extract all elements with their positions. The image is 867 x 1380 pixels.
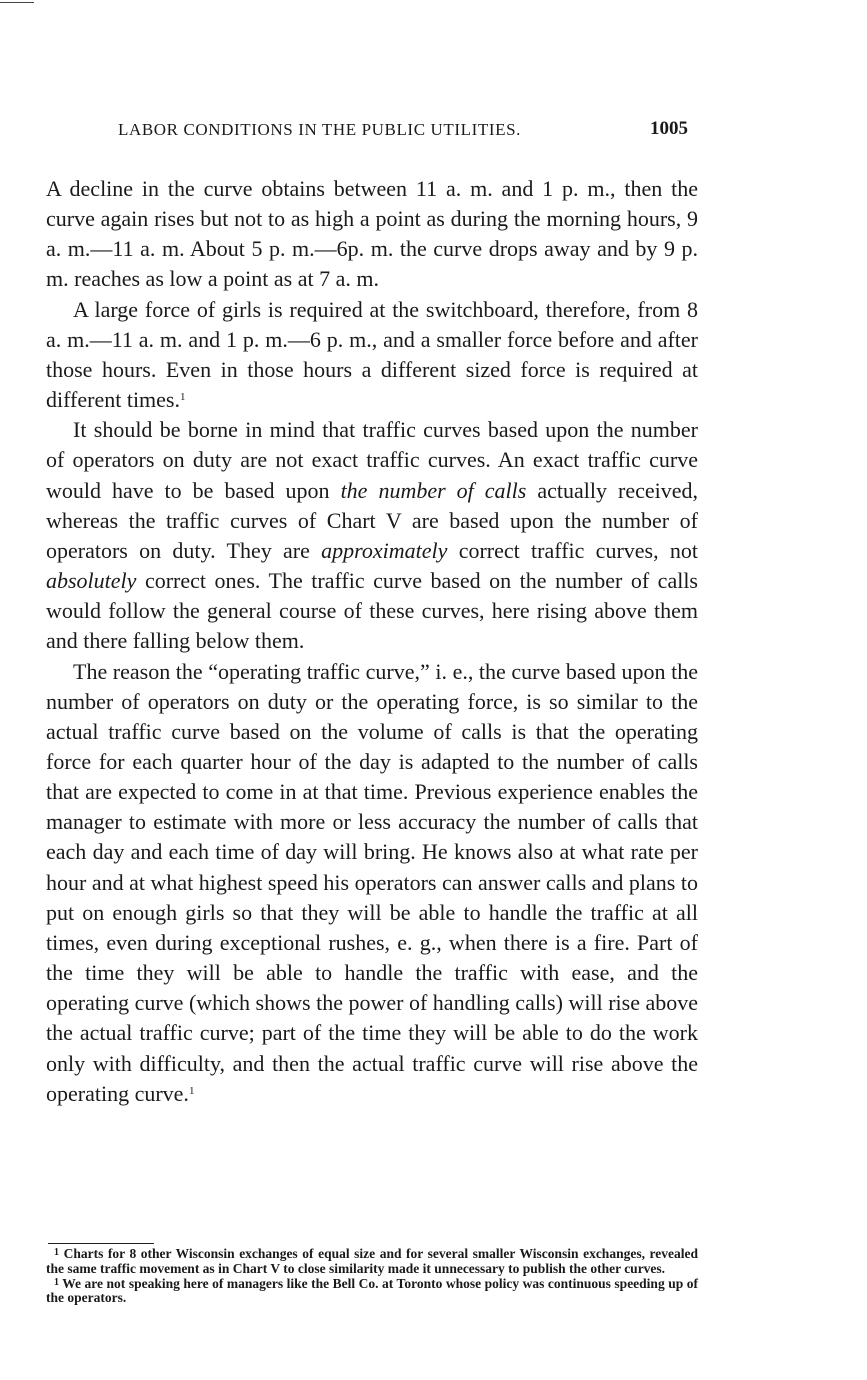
footnote-1-text: Charts for 8 other Wisconsin exchanges of equal size and for several smaller Wisconsin exchanges, revealed the same traffic movement as in Chart V to close similarity made it unnecessary to publish the other curves. bbox=[46, 1246, 698, 1276]
footnote-2 bbox=[46, 1277, 698, 1307]
corner-rule bbox=[0, 2, 34, 3]
paragraph-3 bbox=[46, 415, 698, 656]
paragraph-3-italic-c: absolutely bbox=[46, 568, 137, 594]
paragraph-3-text-c: correct traffic curves, not bbox=[447, 537, 698, 563]
paragraph-1 bbox=[46, 174, 698, 295]
paragraph-4-text: The reason the “operating traffic curve,” i. e., the curve based upon the number of operators on duty or the operating force, is so similar to the actual traffic curve based on the volume of calls is that the operating force for each quarter hour of the day is adapted to the number of calls that are expected to come in at that time. Previous experience enables the manager to estimate with more or less accuracy the number of calls that each day and each time of day will bring. He knows also at what rate per hour and at what highest speed his operators can answer calls and plans to put on enough girls so that they will be able to handle the traffic at all times, even during exceptional rushes, e. g., when there is a fire. Part of the time they will be able to handle the traffic with ease, and the operating curve (which shows the power of handling calls) will rise above the actual traffic curve; part of the time they will be able to do the work only with difficulty, and then the actual traffic curve will rise above the operating curve. bbox=[46, 658, 698, 1106]
paragraph-2-text: A large force of girls is required at the switchboard, therefore, from 8 a. m.—11 a. m. and 1 p. m.—6 p. m., and a smaller force before and after those hours. Even in those hours a different sized force is required at different times. bbox=[46, 296, 698, 413]
footnote-2-mark: 1 bbox=[54, 1276, 59, 1288]
paragraph-3-text-b: actually received, whereas the traffic curves of Chart V are based upon the number of operators on duty. They are bbox=[46, 477, 698, 563]
page-header bbox=[46, 112, 697, 142]
footnote-1 bbox=[46, 1247, 698, 1277]
paragraph-3-italic-a: the number of calls bbox=[340, 477, 527, 503]
paragraph-1-text: A decline in the curve obtains between 11 a. m. and 1 p. m., then the curve again rises but not to as high a point as during the morning hours, 9 a. m.—11 a. m. About 5 p. m.—6p. m. the curve drops away and by 9 p. m. reaches as low a point as at 7 a. m. bbox=[46, 176, 698, 292]
paragraph-2 bbox=[46, 295, 698, 416]
footnote-2-text-b: policy was continuous speeding up of the operators. bbox=[46, 1275, 698, 1306]
footnote-2-text-a: We are not speaking here of managers like the Bell Co. at Toronto whose bbox=[62, 1275, 482, 1291]
paragraph-4 bbox=[46, 657, 698, 1109]
footnote-reference-2: 1 bbox=[188, 1084, 195, 1097]
running-title: LABOR CONDITIONS IN THE PUBLIC UTILITIES. bbox=[118, 120, 521, 139]
footnote-1-mark: 1 bbox=[54, 1247, 59, 1258]
paragraph-3-text-d: correct ones. The traffic curve based on the number of calls would follow the general course of these curves, here rising above them and there falling below them. bbox=[46, 568, 698, 654]
body-text bbox=[46, 174, 698, 1109]
paragraph-3-italic-b: approximately bbox=[321, 537, 448, 563]
page-number: 1005 bbox=[650, 118, 688, 139]
paragraph-3-text-a: It should be borne in mind that traffic curves based upon the number of operators on duty are not exact traffic curves. An exact traffic curve would have to be based upon bbox=[46, 417, 698, 503]
footnote-rule bbox=[48, 1243, 154, 1244]
footnotes bbox=[46, 1247, 698, 1306]
footnote-reference-1: 1 bbox=[180, 391, 186, 404]
